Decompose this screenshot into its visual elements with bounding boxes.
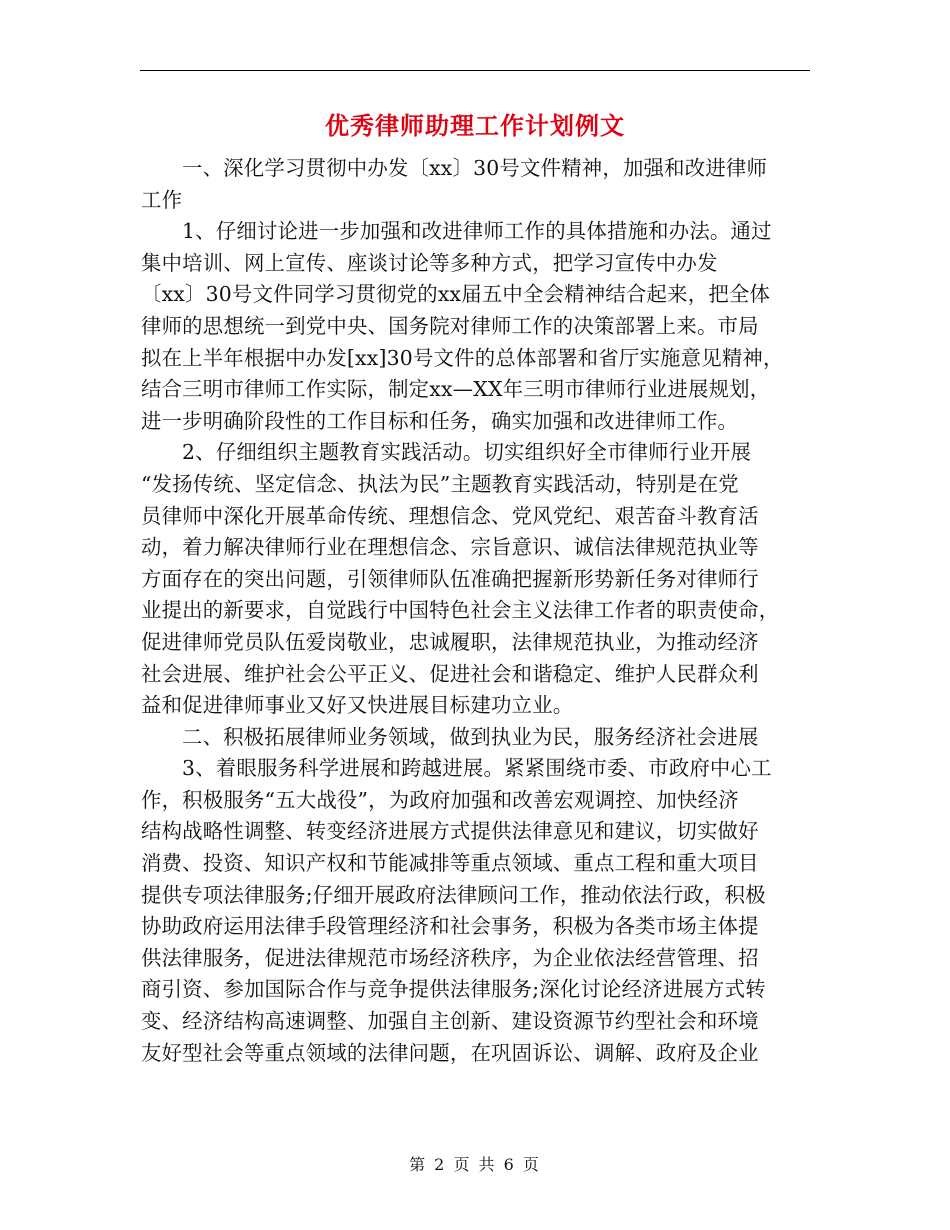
text-line: 一、深化学习贯彻中办发〔xx〕30号文件精神，加强和改进律师 xyxy=(182,156,768,180)
text-line: 〔xx〕30号文件同学习贯彻党的xx届五中全会精神结合起来，把全体 xyxy=(141,282,771,307)
text-line: 变、经济结构高速调整、加强自主创新、建设资源节约型社会和环境 xyxy=(141,1009,759,1034)
text-line: 友好型社会等重点领域的法律问题，在巩固诉讼、调解、政府及企业 xyxy=(141,1040,759,1065)
text-line: 提供专项法律服务;仔细开展政府法律顾问工作，推动依法行政，积极 xyxy=(141,882,766,907)
text-line: 1、仔细讨论进一步加强和改进律师工作的具体措施和办法。通过 xyxy=(182,219,772,244)
text-line: 结构战略性调整、转变经济进展方式提供法律意见和建议，切实做好 xyxy=(141,819,759,844)
text-line: 律师的思想统一到党中央、国务院对律师工作的决策部署上来。市局 xyxy=(141,313,759,338)
text-line: 进一步明确阶段性的工作目标和任务，确实加强和改进律师工作。 xyxy=(141,408,739,433)
text-line: 促进律师党员队伍爱岗敬业，忠诚履职，法律规范执业，为推动经济 xyxy=(141,629,759,654)
header-rule xyxy=(140,70,810,71)
text-line: 业提出的新要求，自觉践行中国特色社会主义法律工作者的职责使命， xyxy=(141,598,780,623)
text-line: 集中培训、网上宣传、座谈讨论等多种方式，把学习宣传中办发 xyxy=(141,250,718,275)
text-line: “发扬传统、坚定信念、执法为民”主题教育实践活动，特别是在党 xyxy=(141,471,739,496)
text-line: 拟在上半年根据中办发[xx]30号文件的总体部署和省厅实施意见精神， xyxy=(141,345,784,370)
text-line: 3、着眼服务科学进展和跨越进展。紧紧围绕市委、市政府中心工 xyxy=(182,756,772,781)
text-line: 结合三明市律师工作实际，制定xx—XX年三明市律师行业进展规划， xyxy=(141,377,771,402)
page-number: 第 2 页 共 6 页 xyxy=(409,1155,541,1174)
text-line: 供法律服务，促进法律规范市场经济秩序，为企业依法经营管理、招 xyxy=(141,945,759,970)
document-title: 优秀律师助理工作计划例文 xyxy=(325,111,625,140)
text-line: 协助政府运用法律手段管理经济和社会事务，积极为各类市场主体提 xyxy=(141,914,759,939)
text-line: 益和促进律师事业又好又快进展目标建功立业。 xyxy=(141,693,574,718)
text-line: 工作 xyxy=(141,187,183,212)
document-body xyxy=(141,153,809,1069)
text-line: 作，积极服务“五大战役”，为政府加强和改善宏观调控、加快经济 xyxy=(141,787,739,812)
text-line: 动，着力解决律师行业在理想信念、宗旨意识、诚信法律规范执业等 xyxy=(141,535,759,560)
text-line: 二、积极拓展律师业务领域，做到执业为民，服务经济社会进展 xyxy=(182,724,759,749)
text-line: 消费、投资、知识产权和节能减排等重点领域、重点工程和重大项目 xyxy=(141,851,759,876)
text-line: 社会进展、维护社会公平正义、促进社会和谐稳定、维护人民群众利 xyxy=(141,661,759,686)
text-line: 员律师中深化开展革命传统、理想信念、党风党纪、艰苦奋斗教育活 xyxy=(141,503,759,528)
text-line: 商引资、参加国际合作与竞争提供法律服务;深化讨论经济进展方式转 xyxy=(141,977,766,1002)
text-line: 2、仔细组织主题教育实践活动。切实组织好全市律师行业开展 xyxy=(182,440,752,465)
text-line: 方面存在的突出问题，引领律师队伍准确把握新形势新任务对律师行 xyxy=(141,566,759,591)
